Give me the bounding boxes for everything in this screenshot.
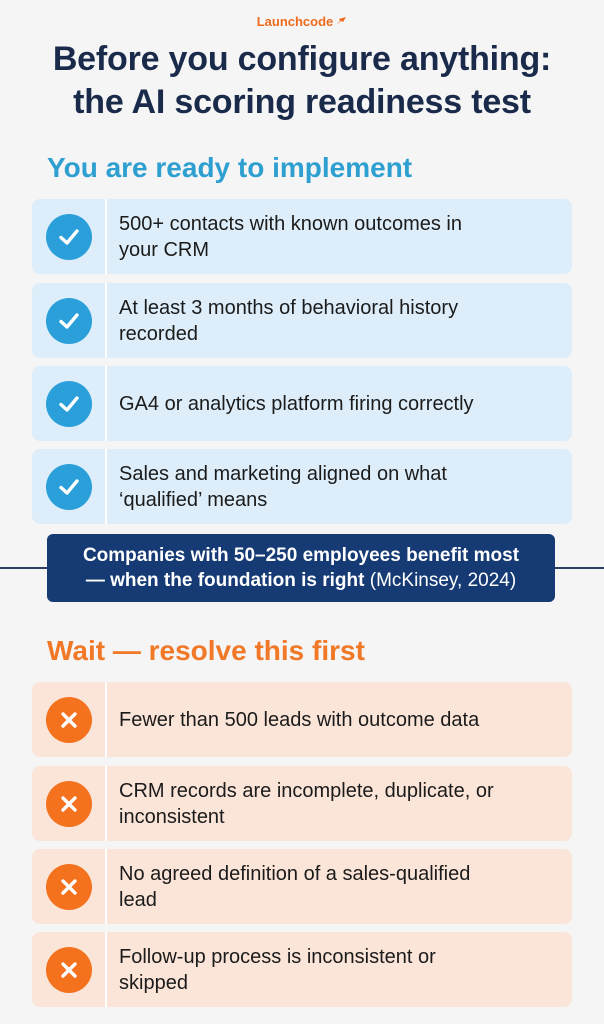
- close-icon: [46, 697, 92, 743]
- ready-item: [32, 366, 572, 441]
- wait-item-text: Fewer than 500 leads with outcome data: [119, 708, 480, 731]
- check-icon: [46, 298, 92, 344]
- brand-name: Launchcode: [256, 14, 334, 29]
- wait-item-text: CRM records are incomplete, duplicate, or inconsistent: [119, 779, 494, 828]
- wait-item: [32, 932, 572, 1007]
- ready-item: [32, 283, 572, 358]
- callout-source: (McKinsey, 2024): [364, 570, 517, 591]
- wait-heading: Wait — resolve this first: [47, 635, 365, 666]
- page-title: [0, 38, 604, 124]
- rocket-icon: [335, 14, 347, 29]
- wait-item: [32, 682, 572, 757]
- close-icon: [46, 781, 92, 827]
- close-icon: [46, 864, 92, 910]
- check-icon: [46, 381, 92, 427]
- ready-item-text: GA4 or analytics platform firing correctly: [119, 392, 474, 415]
- ready-item-text: At least 3 months of behavioral history recorded: [119, 296, 459, 345]
- ready-item-text: 500+ contacts with known outcomes in your CRM: [119, 212, 462, 261]
- wait-item-text: No agreed definition of a sales-qualified lead: [119, 862, 471, 911]
- check-icon: [46, 464, 92, 510]
- title-line-2: the AI scoring readiness test: [73, 83, 531, 121]
- ready-item: [32, 449, 572, 524]
- wait-item: [32, 849, 572, 924]
- callout-line-1: Companies with 50–250 employees benefit most: [82, 545, 520, 566]
- brand-logo: [0, 14, 604, 29]
- wait-item: [32, 766, 572, 841]
- ready-item: [32, 199, 572, 274]
- ready-item-text: Sales and marketing aligned on what ‘qualified’ means: [119, 462, 447, 511]
- stat-callout: [47, 534, 555, 602]
- title-line-1: Before you configure anything:: [52, 40, 552, 78]
- ready-heading: You are ready to implement: [47, 152, 413, 183]
- check-icon: [46, 214, 92, 260]
- close-icon: [46, 947, 92, 993]
- wait-item-text: Follow-up process is inconsistent or skipped: [119, 945, 436, 994]
- callout-line-2: — when the foundation is right: [85, 570, 365, 591]
